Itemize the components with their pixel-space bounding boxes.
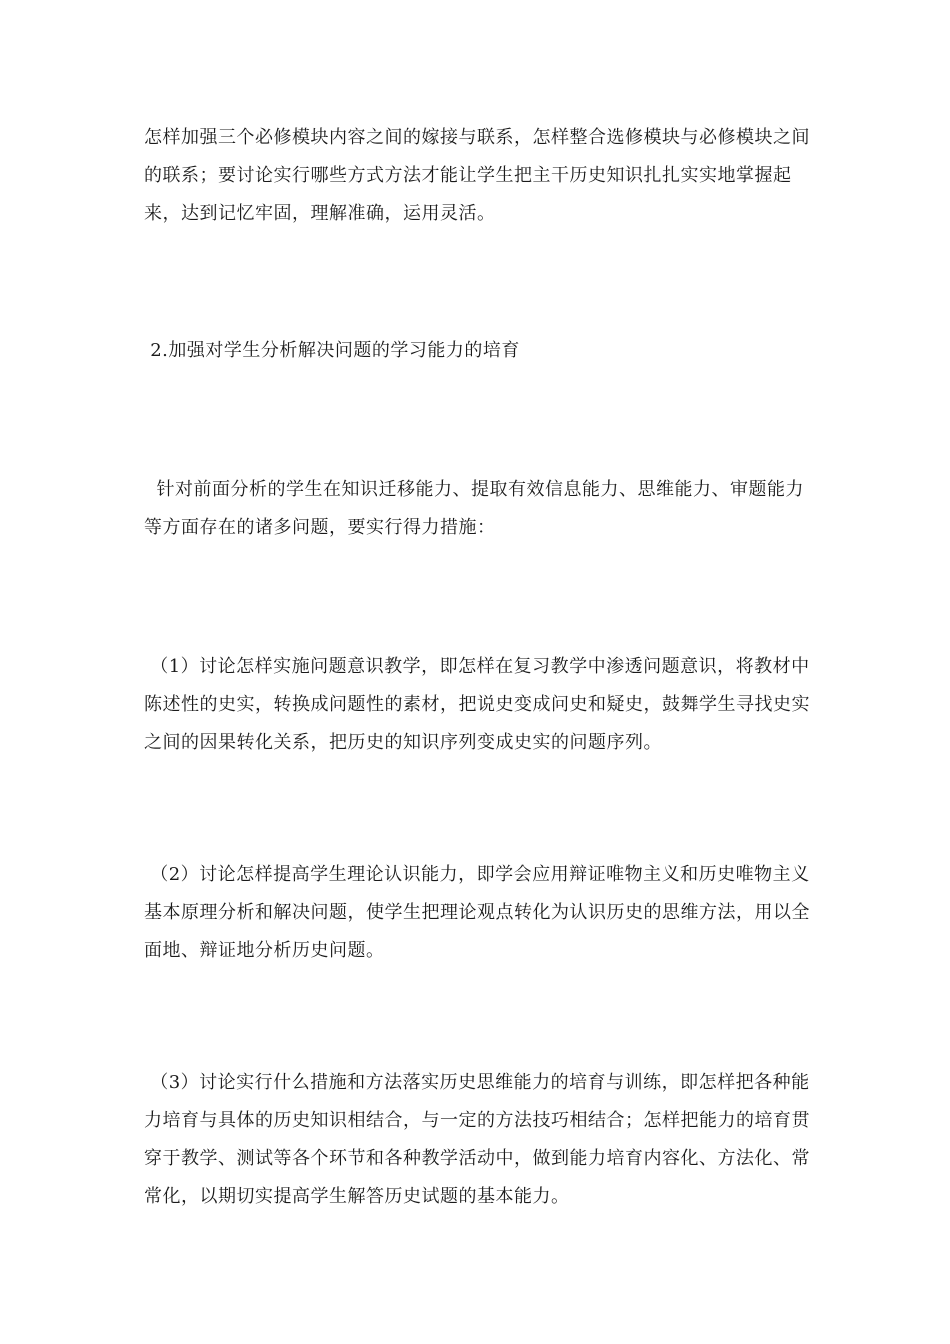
list-item-theory-ability: （2）讨论怎样提高学生理论认识能力，即学会应用辩证唯物主义和历史唯物主义基本原理分析和解决问题，使学生把理论观点转化为认识历史的思维方法，用以全面地、辩证地分析历史问题。 [144, 864, 810, 961]
paragraph-problem-intro: 针对前面分析的学生在知识迁移能力、提取有效信息能力、思维能力、审题能力等方面存在的诸多问题，要实行得力措施： [144, 479, 804, 538]
paragraph-module-integration: 怎样加强三个必修模块内容之间的嫁接与联系，怎样整合选修模块与必修模块之间的联系；要讨论实行哪些方式方法才能让学生把主干历史知识扎扎实实地掌握起来，达到记忆牢固，理解准确，运用灵活。 [144, 127, 810, 224]
section-heading-analysis-ability: 2.加强对学生分析解决问题的学习能力的培育 [144, 340, 520, 361]
list-item-thinking-ability: （3）讨论实行什么措施和方法落实历史思维能力的培育与训练，即怎样把各种能力培育与具体的历史知识相结合，与一定的方法技巧相结合；怎样把能力的培育贯穿于教学、测试等各个环节和各种教学活动中，做到能力培育内容化、方法化、常常化，以期切实提高学生解答历史试题的基本能力。 [144, 1072, 810, 1207]
list-item-problem-awareness: （1）讨论怎样实施问题意识教学，即怎样在复习教学中渗透问题意识，将教材中陈述性的史实，转换成问题性的素材，把说史变成问史和疑史，鼓舞学生寻找史实之间的因果转化关系，把历史的知识序列变成史实的问题序列。 [144, 656, 810, 753]
